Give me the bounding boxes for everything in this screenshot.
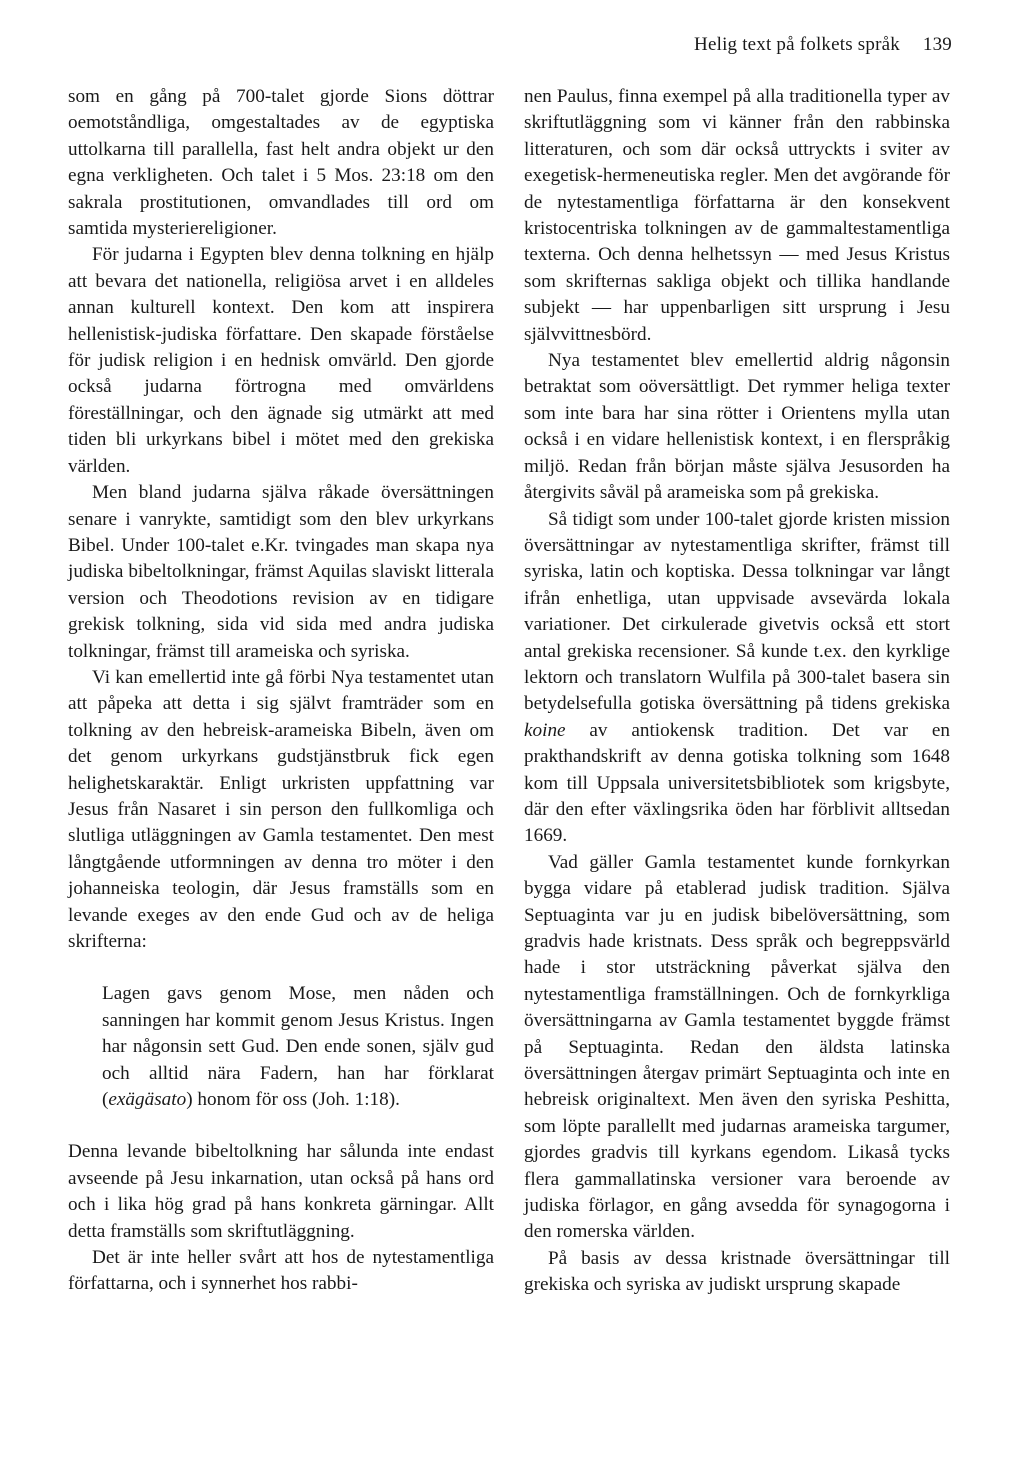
paragraph: Men bland judarna själva råkade översättningen senare i vanrykte, samtidigt som den blev urkyrkans Bibel. Under 100-talet e.Kr. tvingades man skapa nya judiska bibeltolkningar, främst Aquilas slaviskt litterala version och Theodotions revision av en tidigare grekisk tolkning, sida vid sida med andra judiska tolkningar, främst till arameiska och syriska. <box>68 482 494 662</box>
paragraph: På basis av dessa kristnade översättningar till grekiska och syriska av judiskt ursprung skapade <box>524 1247 950 1296</box>
paragraph: För judarna i Egypten blev denna tolkning en hjälp att bevara det nationella, religiösa arvet i en alldeles annan kulturell kontext. Den kom att inspirera hellenistisk-judiska författare. Den skapade förståelse för judisk religion i en hednisk omvärld. Den gjorde också judarna förtrogna med omvärldens föreställningar, och den ägnade sig utmärkt att med tiden bli urkyrkans bibel i mötet med den grekiska världen. <box>68 244 494 477</box>
quote-text: Lagen gavs genom Mose, men nåden och sanningen har kommit genom Jesus Kristus. Ingen har någonsin sett Gud. Den ende sonen, själv gud och alltid nära Fadern, han har förklarat ( <box>102 983 494 1111</box>
running-title: Helig text på folkets språk <box>694 34 900 55</box>
paragraph: Vad gäller Gamla testamentet kunde fornkyrkan bygga vidare på etablerad judisk tradition. Själva Septuaginta var ju en judisk bibelöversättning, som gradvis hade kristnats. Dess språk och begreppsvärld hade i stor utsträckning påverkat själva den nytestamentliga framställningen. Och de fornkyrkliga översättningarna av Gamla testamentet byggde främst på Septuaginta. Redan den äldsta latinska översättningen återgav primärt Septuaginta och inte en hebreisk originaltext. Men även den syriska Peshitta, som löpte parallellt med judarnas arameiska targumer, gjordes gradvis till kyrkans egendom. Likaså tycks flera gammallatinska versioner vara beroende av judiska förlagor, en gång avsedda för synagogorna i den romerska världen. <box>524 851 950 1243</box>
page-number: 139 <box>922 34 952 55</box>
greek-term: koine <box>524 719 566 741</box>
quote-text-end: ) honom för oss (Joh. 1:18). <box>186 1089 400 1111</box>
quote-greek-term: exägäsato <box>108 1089 187 1111</box>
block-quote <box>102 981 494 1113</box>
paragraph: Nya testamentet blev emellertid aldrig någonsin betraktat som oöversättligt. Det rymmer heliga texter som inte bara har sina rötter i Orientens mylla utan också i en vidare hellenistisk kontext, i en flerspråkig miljö. Redan från början måste själva Jesusorden ha återgivits såväl på arameiska som på grekiska. <box>524 350 950 504</box>
paragraph: Denna levande bibeltolkning har sålunda inte endast avseende på Jesu inkarnation, utan också på hans ord och i lika hög grad på hans konkreta gärningar. Allt detta framställs som skriftutläggning. <box>68 1141 494 1242</box>
paragraph <box>524 507 950 850</box>
paragraph: nen Paulus, finna exempel på alla traditionella typer av skriftutläggning som vi känner från den rabbinska litteraturen, och som där också uttryckts i sviter av exegetisk-hermeneutiska regler. Men det avgörande för de nytestamentliga författarna är den konsekvent kristocentriska tolkningen av de gammaltestamentliga texterna. Och denna helhetssyn — med Jesus Kristus som skrifternas sakliga objekt och tillika handlande subjekt — har uppenbarligen sitt ursprung i Jesu självvittnesbörd. <box>524 86 950 345</box>
right-column <box>524 84 950 1299</box>
paragraph: Det är inte heller svårt att hos de nytestamentliga författarna, och i synnerhet hos rabbi- <box>68 1247 494 1295</box>
paragraph-text: Så tidigt som under 100-talet gjorde kristen mission översättningar av nytestamentliga skrifter, främst till syriska, latin och koptiska. Dessa tolkningar var långt ifrån enhetliga, utan uppvisade avsevärda lokala variationer. Det cirkulerade givetvis också ett stort antal grekiska recensioner. Så kunde t.ex. den kyrklige lektorn och translatorn Wulfila på 300-talet basera sin betydelsefulla gotiska översättning på tidens grekiska <box>524 508 950 715</box>
paragraph: som en gång på 700-talet gjorde Sions döttrar oemotståndliga, omgestaltades av de egyptiska uttolkarna till parallella, fast helt andra objekt ur den egna verkligheten. Och talet i 5 Mos. 23:18 om den sakrala prostitutionen, omvandlades till ord om samtida mysteriereligioner. <box>68 86 494 240</box>
paragraph: Vi kan emellertid inte gå förbi Nya testamentet utan att påpeka att detta i sig självt framträder som en tolkning av den hebreisk-arameiska Bibeln, även om det genom urkyrkans gudstjänstbruk fick egen helighetskaraktär. Enligt urkristen uppfattning var Jesus från Nasaret i sin person den fullkomliga och slutliga utläggningen av Gamla testamentet. Den mest långtgående utformningen av denna tro möter i den johanneiska teologin, där Jesus framställs som en levande exeges av den ende Gud och av de heliga skrifterna: <box>68 666 494 952</box>
running-header <box>694 34 952 56</box>
left-column <box>68 84 494 1298</box>
paragraph-text-end: av antiokensk tradition. Det var en prakthandskrift av denna gotiska tolkning som 1648 kom till Uppsala universitetsbibliotek som krigsbyte, där den efter växlingsrika öden har förblivit alltsedan 1669. <box>524 719 950 847</box>
